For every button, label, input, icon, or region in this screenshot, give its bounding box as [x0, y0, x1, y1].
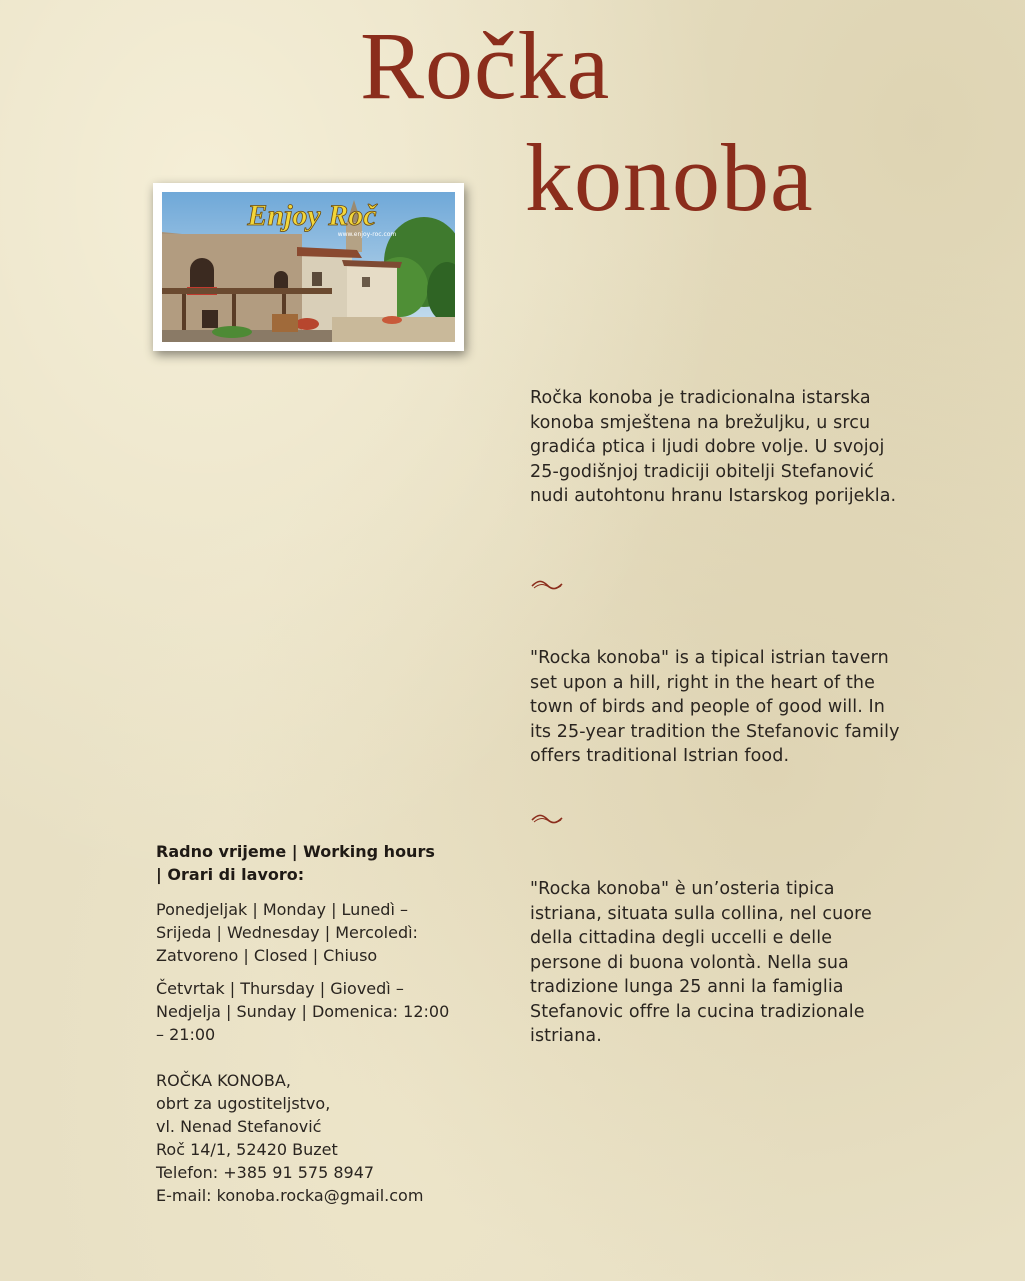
tavern-photo-image	[162, 192, 455, 342]
title-line-2: konoba	[525, 124, 814, 231]
hours-open-days: Četvrtak | Thursday | Giovedì – Nedjelja | Sunday | Domenica: 12:00 – 21:00	[156, 979, 450, 1044]
title-line-1: Ročka	[360, 12, 611, 119]
description-italian: "Rocka konoba" è un’osteria tipica istriana, situata sulla collina, nel cuore della cittadina degli uccelli e delle persone di buona volontà. Nella sua tradizione lunga 25 anni la famiglia Stefanovic offre la cucina tradizionale istriana.	[530, 879, 872, 1046]
contact-block	[156, 1069, 456, 1207]
description-english: "Rocka konoba" is a tipical istrian tavern set upon a hill, right in the heart of the town of birds and people of good will. In its 25-year tradition the Stefanovic family offers traditional Istrian food.	[530, 648, 900, 766]
working-hours-title: Radno vrijeme | Working hours | Orari di lavoro:	[156, 842, 435, 884]
contact-phone: Telefon: +385 91 575 8947	[156, 1163, 375, 1182]
description-croatian: Ročka konoba je tradicionalna istarska konoba smještena na brežuljku, u srcu gradića ptica i ljudi dobre volje. U svojoj 25-godišnjoj tradiciji obitelji Stefanović nudi autohtonu hranu Istarskog porijekla.	[530, 388, 897, 506]
contact-address: Roč 14/1, 52420 Buzet	[156, 1140, 338, 1159]
tavern-photo	[153, 183, 464, 351]
logo-url: www.enjoy-roc.com	[337, 231, 397, 238]
contact-owner: vl. Nenad Stefanović	[156, 1117, 322, 1136]
wave-ornament-icon	[530, 578, 564, 592]
contact-business: obrt za ugostiteljstvo,	[156, 1094, 331, 1113]
wave-ornament-icon	[530, 812, 564, 826]
logo-text: Enjoy Roč	[247, 199, 377, 232]
contact-email: E-mail: konoba.rocka@gmail.com	[156, 1186, 424, 1205]
hours-closed-days: Ponedjeljak | Monday | Lunedì – Srijeda | Wednesday | Mercoledì: Zatvoreno | Closed | Chiuso	[156, 900, 418, 965]
contact-name: ROČKA KONOBA,	[156, 1071, 291, 1090]
